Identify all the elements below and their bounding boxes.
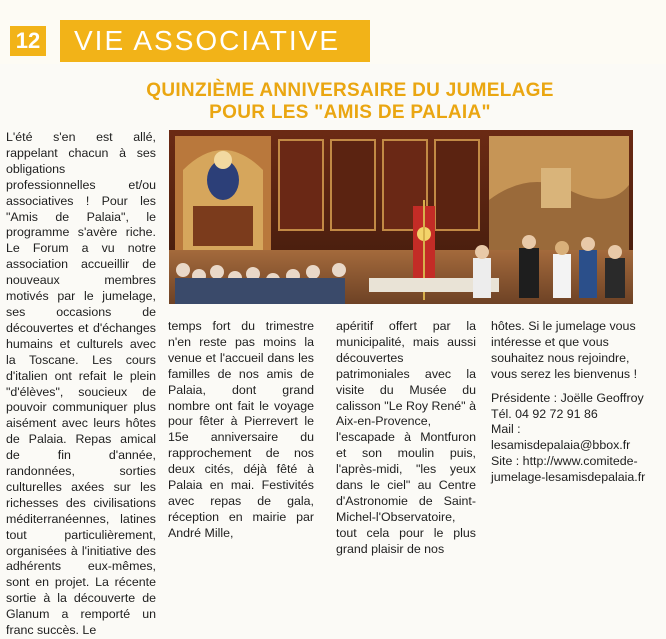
page-number: 12 [10, 26, 46, 56]
fresco-panel-4 [435, 140, 479, 230]
photo-illustration [169, 130, 633, 304]
article-column-1: L'été s'en est allé, rappelant chacun à ses obligations professionnelles et/ou associatives ! Pour les "Amis de Palaia", le programme s'avère riche. Le Forum a vu notre association accueillir de nouveaux membres motivés par le jumelage, ses occasions de découvertes et d'échanges humains et culturels avec la Toscane. Les cours d'italien ont refait le plein "d'élèves", soucieux de pouvoir communiquer plus aisément avec leurs hôtes de Palaia. Repas amical de fin d'année, randonnées, sorties culturelles axées sur les richesses des civilisations méditerranéennes, latines tout particulièrement, organisées à l'initiative des adhérents eux-mêmes, sont en projet. La récente sortie à la découverte de Glanum a remporté un franc succès. Le [6, 130, 156, 638]
contact-site: Site : http://www.comitede- [491, 454, 638, 469]
contact-phone: Tél. 04 92 72 91 86 [491, 406, 598, 421]
contact-president: Présidente : Joëlle Geoffroy [491, 390, 644, 405]
fresco-panel-2 [331, 140, 375, 230]
article-title-line-1: QUINZIÈME ANNIVERSAIRE DU JUMELAGE [146, 80, 554, 101]
article-column-4 [491, 319, 659, 486]
article-title-line-2: POUR LES "AMIS DE PALAIA" [209, 102, 491, 123]
contact-mail: Mail : lesamisdepalaia@bbox.fr [491, 422, 631, 453]
fresco-halo [214, 151, 232, 169]
section-title: VIE ASSOCIATIVE [60, 20, 370, 62]
contact-site-cont: jumelage-lesamisdepalaia.fr [491, 470, 646, 485]
article-title [70, 80, 630, 124]
audience-clothes [175, 278, 345, 304]
article-column-2: temps fort du trimestre n'en reste pas moins la venue et l'accueil dans les familles de nos amis de Palaia, dont grand nombre ont fait le voyage pour fêter à Pierrevert le 15e anniversaire du rapprochement de nos deux cités, déjà fêté à Palaia en mai. Festivités avec repas de gala, réception en mairie par André Mille, [168, 319, 314, 540]
contact-block [491, 391, 659, 486]
fresco-town [541, 168, 571, 208]
fresco-panel-1 [279, 140, 323, 230]
article-photo [169, 130, 633, 304]
article-column-3: apéritif offert par la municipalité, mais aussi découvertes patrimoniales avec la visite du Musée du calisson "Le Roy René" à Aix-en-Provence, l'escapade à Montfuron et son moulin puis, l'après-midi, "les yeux dans le ciel" au Centre d'Astronomie de Saint-Michel-l'Observatoire, tout cela pour le plus grand plaisir de nos [336, 319, 476, 556]
closing-paragraph: hôtes. Si le jumelage vous intéresse et que vous souhaitez nous rejoindre, vous serez les bienvenus ! [491, 319, 638, 381]
fresco-crowd [193, 206, 253, 246]
